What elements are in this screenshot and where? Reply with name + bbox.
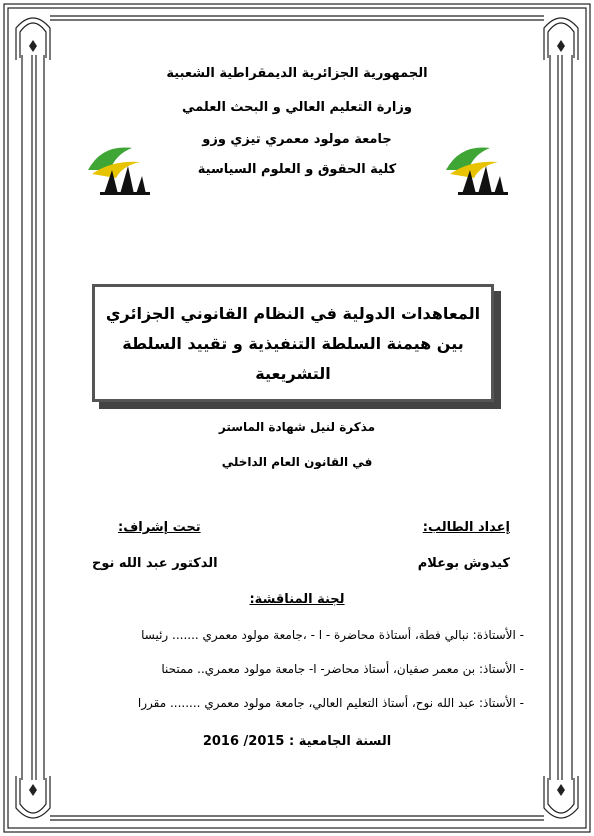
- university-logo-left: [82, 140, 154, 200]
- header-ministry: وزارة التعليم العالي و البحث العلمي: [182, 100, 412, 115]
- committee-member-2: - الأستاذ: بن معمر صفيان، أستاذ محاضر- ا- جامعة مولود معمري.. ممتحنا: [161, 662, 524, 676]
- header-university: جامعة مولود معمري تيزي وزو: [202, 132, 392, 147]
- degree-line-2: في القانون العام الداخلي: [221, 455, 373, 469]
- supervisor-name: الدكتور عبد الله نوح: [92, 556, 218, 571]
- committee-member-1: - الأستاذة: نبالي فطة، أستاذة محاضرة - ا - ،جامعة مولود معمري ....... رئيسا: [141, 628, 524, 642]
- university-logo-right: [440, 140, 512, 200]
- header-republic: الجمهورية الجزائرية الديمقراطية الشعبية: [166, 66, 428, 81]
- committee-title: لجنة المناقشة:: [249, 592, 345, 607]
- committee-member-3: - الأستاذ: عبد الله نوح، أستاذ التعليم العالي، جامعة مولود معمري ........ مقررا: [137, 696, 524, 710]
- header-faculty: كلية الحقوق و العلوم السياسية: [197, 162, 397, 177]
- thesis-title-line-3: التشريعية: [255, 364, 331, 383]
- thesis-title-line-1: المعاهدات الدولية في النظام القانوني الجزائري: [105, 304, 481, 323]
- degree-line-1: مذكرة لنيل شهادة الماستر: [218, 420, 376, 434]
- thesis-title-line-2: بين هيمنة السلطة التنفيذية و تقييد السلطة: [122, 334, 464, 353]
- supervisor-label: تحت إشراف:: [118, 520, 201, 535]
- student-name: كيدوش بوعلام: [417, 556, 510, 571]
- student-label: إعداد الطالب:: [422, 520, 510, 535]
- academic-year: السنة الجامعية : 2015/ 2016: [202, 734, 392, 749]
- thesis-title-box: [92, 284, 494, 402]
